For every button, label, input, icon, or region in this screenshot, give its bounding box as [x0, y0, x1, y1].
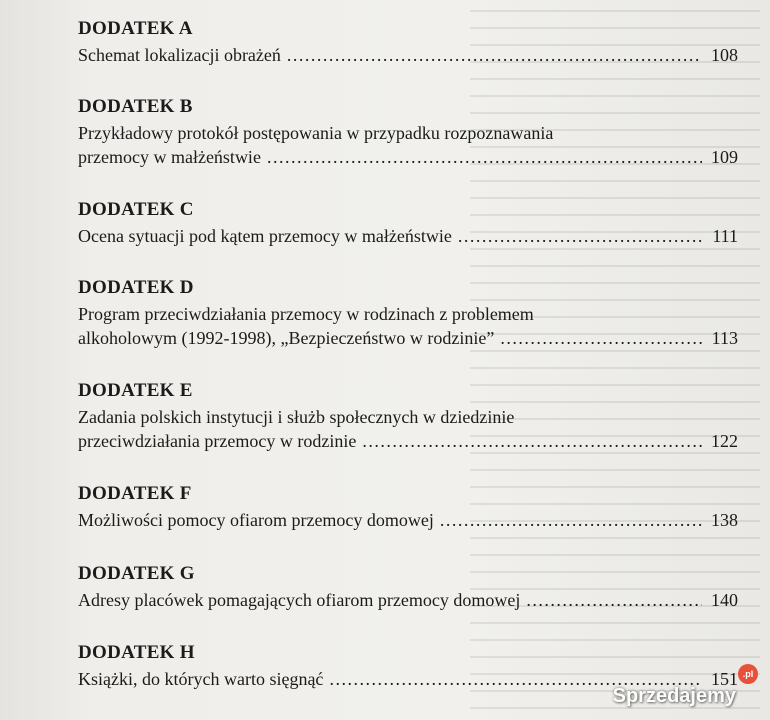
- entry-title: alkoholowym (1992-1998), „Bezpieczeństwo w rodzinie”: [78, 328, 495, 348]
- section-heading: DODATEK C: [78, 199, 194, 220]
- section-heading: DODATEK D: [78, 277, 194, 298]
- toc-entry: [78, 588, 738, 612]
- leader-dots: [458, 224, 702, 248]
- entry-title: Ocena sytuacji pod kątem przemocy w małżeństwie: [78, 226, 452, 246]
- leader-dots: [440, 508, 702, 532]
- toc-section-b: [78, 96, 738, 169]
- leader-dots: [500, 326, 702, 350]
- toc-section-h: [78, 642, 738, 691]
- toc-section-d: [78, 277, 738, 350]
- entry-title: Adresy placówek pomagających ofiarom przemocy domowej: [78, 590, 521, 610]
- entry-title: Książki, do których warto sięgnąć: [78, 669, 324, 689]
- toc-entry: [78, 224, 738, 248]
- toc-entry: [78, 145, 738, 169]
- entry-title-line: Zadania polskich instytucji i służb społecznych w dziedzinie: [78, 407, 515, 427]
- toc-section-g: [78, 563, 738, 612]
- entry-title: Schemat lokalizacji obrażeń: [78, 45, 281, 65]
- toc-section-f: [78, 483, 738, 532]
- section-heading: DODATEK B: [78, 96, 193, 117]
- page-number: 113: [711, 328, 738, 348]
- page-number: 122: [711, 431, 738, 451]
- page-number: 151: [711, 669, 738, 689]
- toc-entry: [78, 508, 738, 532]
- toc-section-e: [78, 380, 738, 453]
- watermark-logo: Sprzedajemy: [612, 685, 736, 707]
- toc-entry: [78, 326, 738, 350]
- section-heading: DODATEK F: [78, 483, 192, 504]
- entry-title-line: Program przeciwdziałania przemocy w rodzinach z problemem: [78, 304, 534, 324]
- entry-title: Możliwości pomocy ofiarom przemocy domowej: [78, 510, 434, 530]
- toc-section-a: [78, 18, 738, 67]
- toc-section-c: [78, 199, 738, 248]
- section-heading: DODATEK G: [78, 563, 195, 584]
- leader-dots: [526, 588, 702, 612]
- section-heading: DODATEK E: [78, 380, 193, 401]
- section-heading: DODATEK H: [78, 642, 195, 663]
- page-number: 108: [711, 45, 738, 65]
- entry-title: przemocy w małżeństwie: [78, 147, 261, 167]
- page-number: 109: [711, 147, 738, 167]
- toc-entry: [78, 43, 738, 67]
- toc-entry: [78, 429, 738, 453]
- watermark-badge: .pl: [738, 664, 758, 684]
- entry-title: przeciwdziałania przemocy w rodzinie: [78, 431, 357, 451]
- leader-dots: [287, 43, 702, 67]
- leader-dots: [362, 429, 702, 453]
- page-number: 140: [711, 590, 738, 610]
- leader-dots: [267, 145, 702, 169]
- page-number: 138: [711, 510, 738, 530]
- section-heading: DODATEK A: [78, 18, 193, 39]
- page-number: 111: [712, 226, 738, 246]
- entry-title-line: Przykładowy protokół postępowania w przypadku rozpoznawania: [78, 123, 554, 143]
